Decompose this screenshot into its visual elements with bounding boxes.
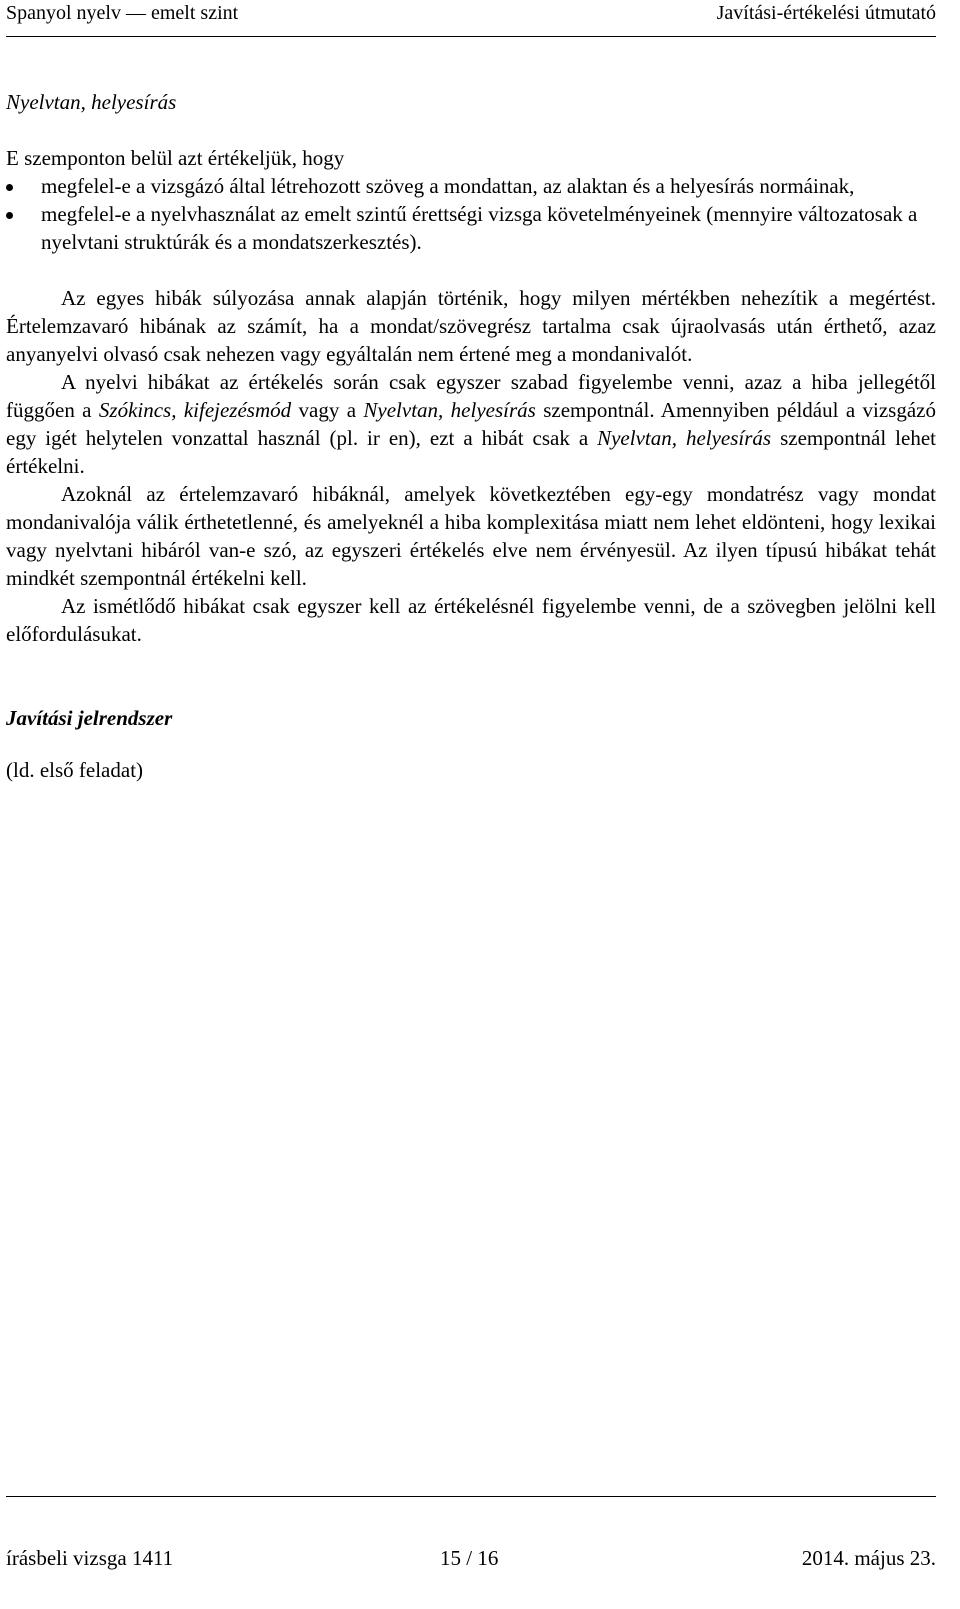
paragraph-repeated-errors: Az ismétlődő hibákat csak egyszer kell az értékelésnél figyelembe venni, de a szövegben jelölni kell előfordulásukat. [6,594,936,646]
criterion-name-emphasis: Nyelvtan, helyesírás [363,398,536,422]
criteria-item [6,200,936,256]
header-subject: Spanyol nyelv — emelt szint [6,2,239,24]
criteria-item-text: megfelel-e a vizsgázó által létrehozott szöveg a mondattan, az alaktan és a helyesírás normáinak, [41,174,855,198]
bullet-icon [6,184,13,191]
paragraph-text: vagy a [291,398,364,422]
page-header [6,0,936,37]
marking-system-reference: (ld. első feladat) [6,758,144,782]
main-content [6,88,936,784]
criteria-item-text: megfelel-e a nyelvhasználat az emelt szintű érettségi vizsga követelményeinek (mennyire változatosak a nyelvtani struktúrák és a mondatszerkesztés). [41,202,918,254]
footer-date: 2014. május 23. [801,1546,936,1570]
criterion-name-emphasis: Szókincs, kifejezésmód [98,398,292,422]
footer-divider [6,1496,936,1497]
section-intro: E szemponton belül azt értékeljük, hogy [6,146,345,170]
bullet-icon [6,212,13,219]
paragraph-complex-errors: Azoknál az értelemzavaró hibáknál, amelyek következtében egy-egy mondatrész vagy mondat mondanivalója válik érthetetlenné, és amelyeknél a hiba komplexitása miatt nem lehet eldönteni, hogy lexikai vagy nyelvtani hibáról van-e szó, az egyszeri értékelés elve nem érvényesül. Az ilyen típusú hibákat tehát mindkét szempontnál értékelni kell. [6,482,936,590]
page-footer [6,1544,936,1572]
paragraph-single-evaluation [6,368,936,480]
criterion-name-emphasis: Nyelvtan, helyesírás [597,426,772,450]
section-title-grammar: Nyelvtan, helyesírás [6,90,177,114]
paragraph-text: szempontnál. Amennyiben például a vizsgázó egy igét helytelen vonzattal használ (pl. ir en), ezt a hibát csak a [6,398,936,450]
criteria-list [6,172,936,256]
paragraph-text: A nyelvi hibákat az értékelés során csak egyszer szabad figyelembe venni, azaz a hiba jellegétől függően a [6,370,936,422]
section-title-marking-system: Javítási jelrendszer [6,706,173,730]
footer-exam-id: írásbeli vizsga 1411 [6,1546,174,1570]
footer-page-number: 15 / 16 [440,1546,499,1570]
paragraph-text: szempontnál lehet értékelni. [6,426,936,478]
header-doc-type: Javítási-értékelési útmutató [716,2,936,24]
paragraph-error-weighting: Az egyes hibák súlyozása annak alapján történik, hogy milyen mértékben nehezítik a megértést. Értelemzavaró hibának az számít, ha a mondat/szövegrész tartalma csak újraolvasás után érthető, azaz anyanyelvi olvasó csak nehezen vagy egyáltalán nem értené meg a mondanivalót. [6,286,936,366]
criteria-item [6,172,936,200]
